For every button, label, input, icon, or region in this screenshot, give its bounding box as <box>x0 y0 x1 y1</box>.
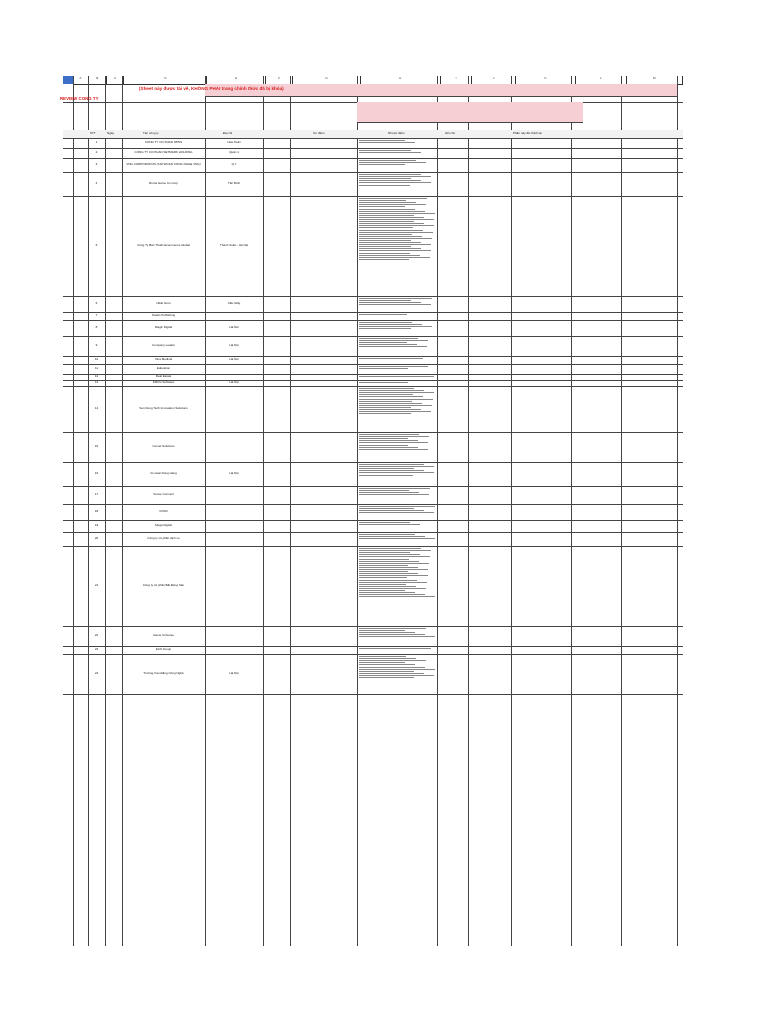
row-stt: 21 <box>94 584 99 587</box>
row-company: FMCG Software <box>152 381 175 384</box>
row-stt: 20 <box>94 537 99 540</box>
header-stt: STT <box>90 132 96 135</box>
row-company: VNG CORPORATION (TẬP ĐOÀN CÔNG NGHỆ VNG) <box>126 163 201 166</box>
warning-title: (Sheet này được tải về, KHÔNG PHẢI trang chính thức đã bị khóa) <box>139 86 284 91</box>
row-company: Magic Digital <box>154 326 173 329</box>
row-company: Công Ty Bán Thuốc Ecommerce Global <box>137 244 190 247</box>
row-notes-block <box>359 365 436 373</box>
col-k-header[interactable]: K <box>516 76 576 84</box>
row-company: Education <box>156 367 171 370</box>
row-notes-block <box>359 149 436 157</box>
row-notes-block <box>359 357 436 363</box>
row-stt: 3 <box>95 163 98 166</box>
row-company: Studio Publishing <box>151 314 176 317</box>
row-notes-block <box>359 337 436 355</box>
row-company: ECS Group <box>155 648 172 651</box>
row-notes-block <box>359 433 436 461</box>
row-company: Vina Medical <box>154 358 173 361</box>
header-cons: Nhược điểm <box>388 132 405 135</box>
row-address: Hoà Xuân <box>227 141 241 144</box>
row-notes-block <box>359 321 436 335</box>
row-address: Tân Bình <box>227 182 241 185</box>
row-company: Company Leader <box>151 344 175 347</box>
row-stt: 5 <box>95 244 98 247</box>
row-stt: 15 <box>94 445 99 448</box>
row-company: VOSO <box>159 510 168 513</box>
row-notes-block <box>359 313 436 319</box>
row-stt: 13 <box>94 381 99 384</box>
header-company: Tên công ty <box>143 132 159 135</box>
row-company: Công ty cổ phần dịch vụ <box>147 537 180 540</box>
row-address: Q.7 <box>231 163 237 166</box>
row-stt: 2 <box>95 151 98 154</box>
row-stt: 23 <box>94 648 99 651</box>
row-notes-block <box>359 521 436 531</box>
row-stt: 14 <box>94 407 99 410</box>
col-c-header[interactable]: C <box>107 76 125 84</box>
header-date: Ngày <box>107 132 115 135</box>
row-notes-block <box>359 533 436 545</box>
row-notes-block <box>359 297 436 311</box>
row-notes-block <box>359 173 436 195</box>
row-company: CÔNG TY CỔ PHẦN SETMARK HOLDING <box>134 151 193 154</box>
row-stt: 19 <box>94 524 99 527</box>
row-stt: 11 <box>94 367 99 370</box>
row-company: Son Dong Tech Innovation Solutions <box>139 407 188 410</box>
col-d-header[interactable]: D <box>124 76 207 84</box>
col-f-header[interactable]: F <box>266 76 294 84</box>
row-notes-block <box>359 647 436 653</box>
row-company: Venue Connect <box>153 493 174 496</box>
col-e-header[interactable]: E <box>207 76 265 84</box>
row-address: Thanh Xuân - Hà Nội <box>219 244 249 247</box>
col-l-header[interactable]: L <box>576 76 626 84</box>
row-address: Hà Nội <box>229 326 239 329</box>
row-stt: 12 <box>94 375 99 378</box>
row-notes-block <box>359 463 436 485</box>
header-pros: Ưu điểm <box>313 132 325 135</box>
row-stt: 9 <box>95 344 98 347</box>
row-company: Mega Digital <box>155 524 172 527</box>
row-stt: 18 <box>94 510 99 513</box>
row-notes-block <box>359 547 436 625</box>
row-notes-block <box>359 487 436 503</box>
spreadsheet-sheet <box>60 76 683 946</box>
row-stt: 24 <box>94 672 99 675</box>
row-address: Hà Nội <box>229 344 239 347</box>
row-company: Game Universe <box>153 634 174 637</box>
row-address: Hà Nội <box>229 381 239 384</box>
row-notes-block <box>359 655 436 693</box>
header-note: Ghi chú <box>445 132 456 135</box>
header-right-note: Phần này để chỉnh lại <box>513 132 542 135</box>
row-stt: 4 <box>95 182 98 185</box>
col-j-header[interactable]: J <box>472 76 516 84</box>
row-stt: 8 <box>95 326 98 329</box>
row-stt: 6 <box>95 302 98 305</box>
row-address: Hà Nội <box>229 472 239 475</box>
col-a-header[interactable]: A <box>73 76 89 84</box>
row-address: Hà Nội <box>229 672 239 675</box>
row-company: CÔNG TY CỔ PHẦN NPNS <box>144 141 183 144</box>
row-stt: 7 <box>95 314 98 317</box>
row-company: Công ty cổ phần Bất Động Sản <box>142 584 185 587</box>
review-title: REVIEW CÔNG TY <box>60 97 99 101</box>
row-stt: 10 <box>94 358 99 361</box>
row-company: Roma Game Co Corp <box>148 182 178 185</box>
col-h-header[interactable]: H <box>361 76 441 84</box>
row-notes-block <box>359 197 436 295</box>
row-notes-block <box>359 381 436 385</box>
col-i-header[interactable]: I <box>441 76 473 84</box>
row-stt: 16 <box>94 472 99 475</box>
row-stt: 17 <box>94 493 99 496</box>
header-address: Địa chỉ <box>223 132 233 135</box>
row-company: Vu Hoai Dung Hang <box>150 472 177 475</box>
row-company: Comet Solutions <box>152 445 175 448</box>
col-g-header[interactable]: G <box>293 76 360 84</box>
row-company: Trường Cao Đẳng Công Nghệ <box>143 672 184 675</box>
row-notes-block <box>359 505 436 519</box>
pink-note-block <box>357 102 583 123</box>
row-address: Quận 1 <box>229 151 239 154</box>
row-notes-block <box>359 139 436 147</box>
row-address: Hà Nội <box>229 358 239 361</box>
row-address: Cầu Giấy <box>227 302 241 305</box>
col-b-header[interactable]: B <box>89 76 107 84</box>
row-company: Real Estate <box>155 375 172 378</box>
row-stt: 22 <box>94 634 99 637</box>
select-all-corner[interactable] <box>63 76 73 84</box>
col-m-header[interactable]: M <box>627 76 683 84</box>
row-notes-block <box>359 627 436 645</box>
row-company: Hikki Guru <box>156 302 171 305</box>
row-notes-block <box>359 375 436 379</box>
row-notes-block <box>359 159 436 171</box>
row-stt: 1 <box>95 141 98 144</box>
row-notes-block <box>359 387 436 431</box>
